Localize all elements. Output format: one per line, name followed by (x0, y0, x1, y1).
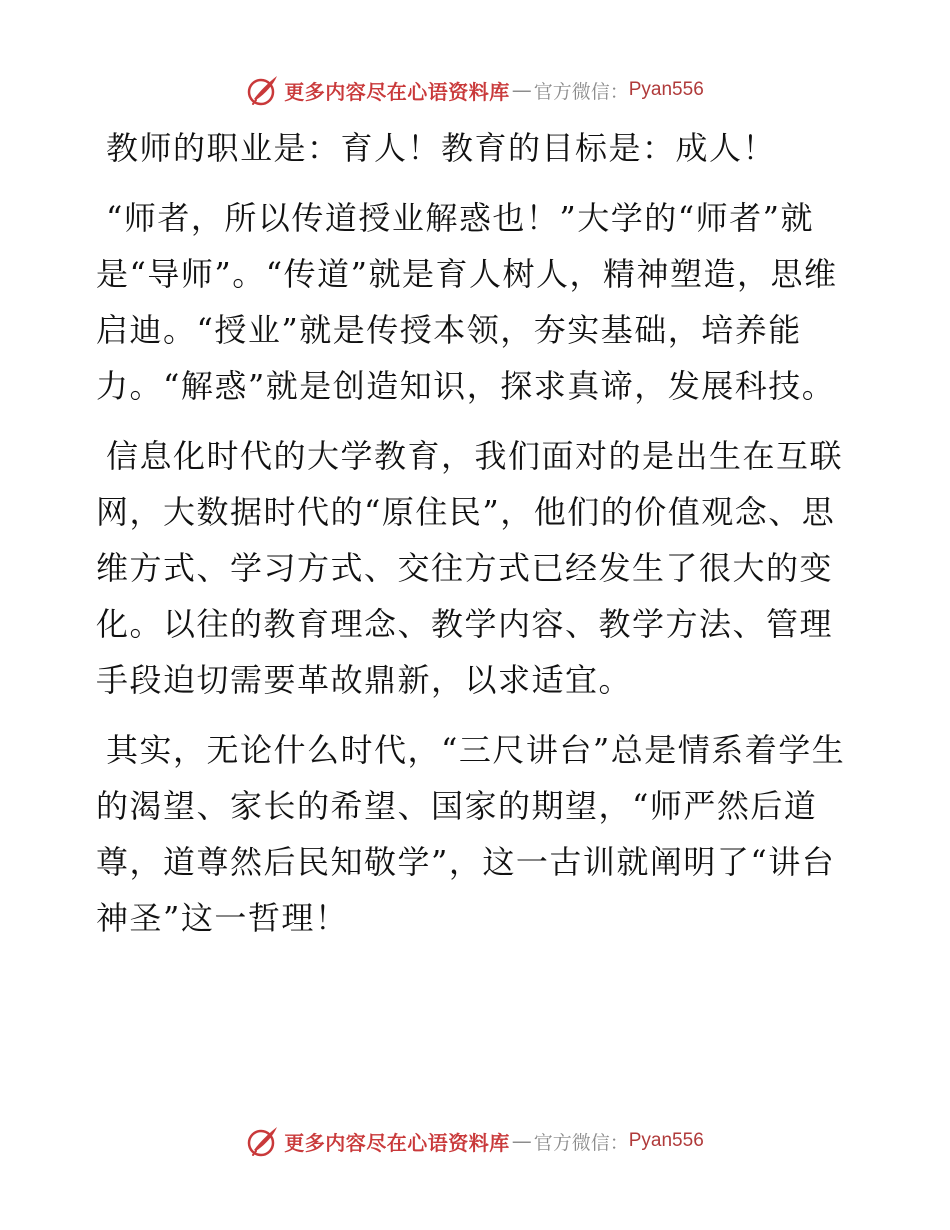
banner-wechat-label: 官方微信： (533, 1131, 629, 1154)
paragraph-1: 教师的职业是：育人！教育的目标是：成人！ (106, 129, 777, 167)
banner-wechat-label: 官方微信： (533, 80, 629, 103)
banner-dash: — (511, 1129, 532, 1153)
quill-pen-logo-icon (246, 1124, 280, 1158)
banner-text: 更多内容尽在心语资料库 (284, 79, 510, 104)
footer-banner (0, 1121, 950, 1161)
banner-wechat-id: Pyan556 (628, 1130, 704, 1151)
header-banner (0, 70, 950, 110)
banner-text: 更多内容尽在心语资料库 (284, 1130, 510, 1155)
paragraph-3: 信息化时代的大学教育，我们面对的是出生在互联网，大数据时代的“原住民”，他们的价值观念、思维方式、学习方式、交往方式已经发生了很大的变化。以往的教育理念、教学内容、教学方法、管理手段迫切需要革故鼎新，以求适宜。 (96, 437, 844, 699)
banner-dash: — (511, 78, 532, 102)
paragraph-4: 其实，无论什么时代，“三尺讲台”总是情系着学生的渴望、家长的希望、国家的期望，“师严然后道尊，道尊然后民知敬学”，这一古训就阐明了“讲台神圣”这一哲理！ (96, 731, 846, 937)
banner-wechat-id: Pyan556 (628, 79, 704, 100)
document-body (96, 120, 856, 960)
paragraph-2: “师者，所以传道授业解惑也！”大学的“师者”就是“导师”。“传道”就是育人树人，精神塑造，思维启迪。“授业”就是传授本领，夯实基础，培养能力。“解惑”就是创造知识，探求真谛，发展科技。 (96, 199, 838, 405)
quill-pen-logo-icon (246, 73, 280, 107)
